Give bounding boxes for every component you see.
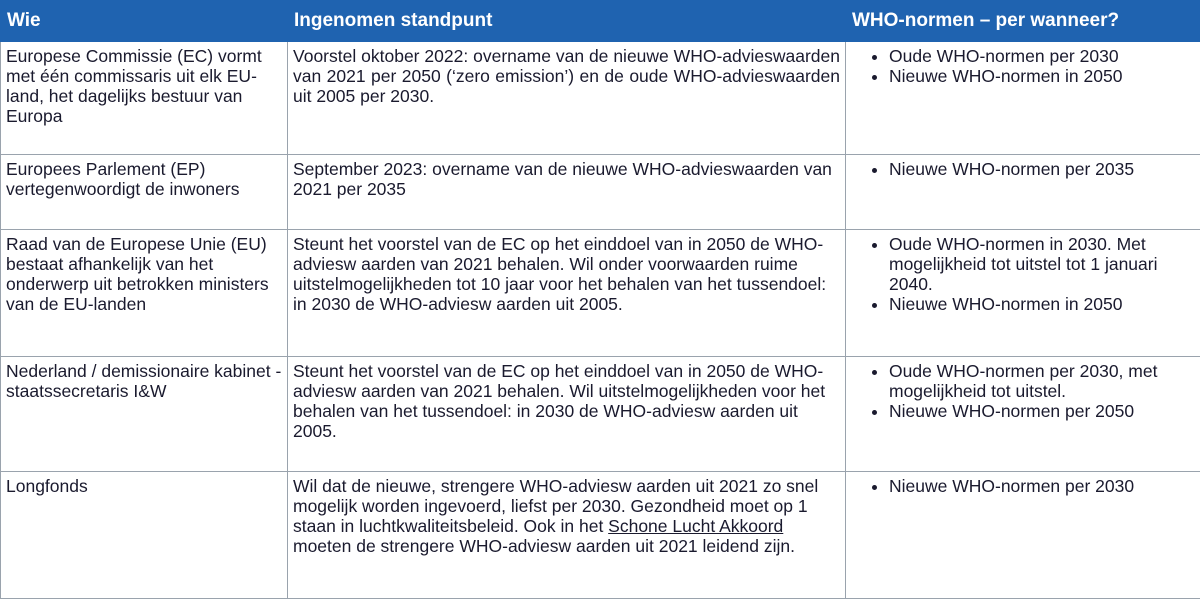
cell-normen: [846, 357, 1200, 472]
header-row: [1, 1, 1200, 42]
table-row: [1, 42, 1200, 155]
cell-standpunt: [288, 472, 846, 599]
cell-normen: [846, 230, 1200, 357]
list-item: • Nieuwe WHO-normen in 2050: [889, 294, 1195, 314]
header-standpunt: Ingenomen standpunt: [288, 1, 846, 42]
cell-wie: Europese Commissie (EC) vormt met één commissaris uit elk EU-land, het dagelijks bestuur van Europa: [1, 42, 288, 155]
table-row: [1, 472, 1200, 599]
list-item: • Oude WHO-normen in 2030. Met mogelijkheid tot uitstel tot 1 januari 2040.: [889, 234, 1195, 294]
norms-list: [851, 234, 1195, 314]
table-row: [1, 155, 1200, 230]
cell-wie: Raad van de Europese Unie (EU) bestaat afhankelijk van het onderwerp uit betrokken ministers van de EU-landen: [1, 230, 288, 357]
list-item: • Oude WHO-normen per 2030: [889, 46, 1195, 66]
header-who-normen: WHO-normen – per wanneer?: [846, 1, 1200, 42]
cell-normen: [846, 155, 1200, 230]
cell-wie: Nederland / demissionaire kabinet - staatssecretaris I&W: [1, 357, 288, 472]
standpunt-text: Wil dat de nieuwe, strengere WHO-adviesw aarden uit 2021 zo snel mogelijk worden ingevoerd, liefst per 2030. Gezondheid moet op 1 staan in luchtkwaliteitsbeleid. Ook in het: [293, 476, 819, 536]
cell-standpunt: Steunt het voorstel van de EC op het einddoel van in 2050 de WHO-adviesw aarden van 2021 behalen. Wil onder voorwaarden ruime uitstelmogelijkheden tot 10 jaar voor het behalen van het tussendoel: in 2030 de WHO-adviesw aarden uit 2005.: [288, 230, 846, 357]
table-row: [1, 230, 1200, 357]
cell-standpunt: Voorstel oktober 2022: overname van de nieuwe WHO-advieswaarden van 2021 per 2050 (‘zero emission’) en de oude WHO-advieswaarden uit 2005 per 2030.: [288, 42, 846, 155]
cell-normen: [846, 472, 1200, 599]
cell-normen: [846, 42, 1200, 155]
norms-list: [851, 361, 1195, 421]
cell-standpunt: Steunt het voorstel van de EC op het einddoel van in 2050 de WHO-adviesw aarden van 2021 behalen. Wil uitstelmogelijkheden voor het behalen van het tussendoel: in 2030 de WHO-adviesw aarden uit 2005.: [288, 357, 846, 472]
list-item: • Nieuwe WHO-normen in 2050: [889, 66, 1195, 86]
cell-standpunt: September 2023: overname van de nieuwe WHO-advieswaarden van 2021 per 2035: [288, 155, 846, 230]
list-item: • Nieuwe WHO-normen per 2050: [889, 401, 1195, 421]
list-item: • Nieuwe WHO-normen per 2030: [889, 476, 1195, 496]
list-item: • Nieuwe WHO-normen per 2035: [889, 159, 1195, 179]
schone-lucht-akkoord-link[interactable]: Schone Lucht Akkoord: [608, 516, 784, 536]
header-wie: Wie: [1, 1, 288, 42]
cell-wie: Europees Parlement (EP) vertegenwoordigt de inwoners: [1, 155, 288, 230]
table-row: [1, 357, 1200, 472]
standpunt-text: moeten de strengere WHO-adviesw aarden uit 2021 leidend zijn.: [293, 536, 795, 556]
cell-wie: Longfonds: [1, 472, 288, 599]
list-item: • Oude WHO-normen per 2030, met mogelijkheid tot uitstel.: [889, 361, 1195, 401]
norms-list: [851, 476, 1195, 496]
norms-list: [851, 46, 1195, 86]
norms-list: [851, 159, 1195, 179]
